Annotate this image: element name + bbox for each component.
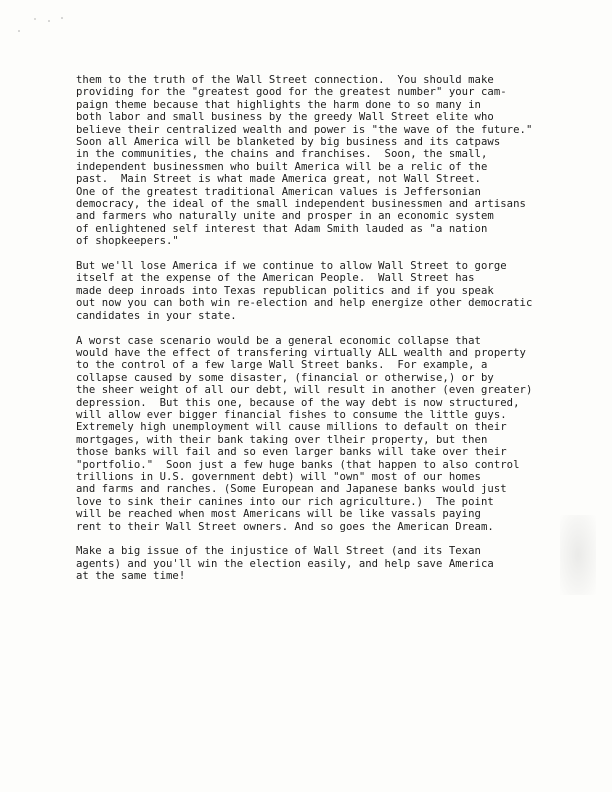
text-line: independent businessmen who built America will be a relic of the: [76, 160, 488, 173]
text-line: mortgages, with their bank taking over tlheir property, but then: [76, 433, 488, 446]
text-line: Extremely high unemployment will cause millions to default on their: [76, 421, 507, 434]
text-line: at the same time!: [76, 570, 186, 583]
scan-speck: [18, 30, 20, 32]
scan-speck: [61, 17, 63, 19]
text-line: "portfolio." Soon just a few huge banks (that happen to also control: [76, 458, 520, 471]
scan-smudge: [560, 515, 596, 595]
text-line: Make a big issue of the injustice of Wall Street (and its Texan: [76, 545, 481, 558]
paragraph-3: [76, 335, 562, 534]
text-line: agents) and you'll win the election easily, and help save America: [76, 557, 494, 570]
text-line: in the communities, the chains and franchises. Soon, the small,: [76, 148, 488, 161]
text-line: candidates in your state.: [76, 309, 237, 322]
text-line: those banks will fail and so even larger banks will take over their: [76, 446, 507, 459]
text-line: past. Main Street is what made America great, not Wall Street.: [76, 173, 481, 186]
text-line: would have the effect of transfering virtually ALL wealth and property: [76, 346, 526, 359]
text-line: A worst case scenario would be a general economic collapse that: [76, 334, 481, 347]
text-line: trillions in U.S. government debt) will "own" most of our homes: [76, 470, 481, 483]
text-line: Soon all America will be blanketed by big business and its catpaws: [76, 136, 501, 149]
paragraph-1: [76, 74, 562, 248]
text-line: One of the greatest traditional American values is Jeffersonian: [76, 185, 481, 198]
text-line: providing for the "greatest good for the greatest number" your cam-: [76, 86, 507, 99]
text-line: of shopkeepers.": [76, 235, 179, 248]
paragraph-4: [76, 545, 562, 582]
text-line: and farmers who naturally unite and prosper in an economic system: [76, 210, 494, 223]
scan-speck: [34, 18, 36, 20]
text-line: will allow ever bigger financial fishes to consume the little guys.: [76, 408, 507, 421]
text-line: out now you can both win re-election and help energize other democratic: [76, 297, 533, 310]
letter-body: [76, 74, 562, 595]
paragraph-2: [76, 260, 562, 322]
text-line: and farms and ranches. (Some European and Japanese banks would just: [76, 483, 507, 496]
text-line: rent to their Wall Street owners. And so goes the American Dream.: [76, 520, 494, 533]
scan-speck: [48, 20, 50, 22]
text-line: depression. But this one, because of the way debt is now structured,: [76, 396, 520, 409]
text-line: believe their centralized wealth and power is "the wave of the future.": [76, 123, 533, 136]
text-line: of enlightened self interest that Adam Smith lauded as "a nation: [76, 222, 488, 235]
text-line: love to sink their canines into our rich agriculture.) The point: [76, 495, 494, 508]
text-line: But we'll lose America if we continue to allow Wall Street to gorge: [76, 260, 507, 273]
text-line: democracy, the ideal of the small independent businessmen and artisans: [76, 198, 526, 211]
text-line: the sheer weight of all our debt, will result in another (even greater): [76, 384, 533, 397]
text-line: paign theme because that highlights the harm done to so many in: [76, 98, 481, 111]
text-line: both labor and small business by the greedy Wall Street elite who: [76, 111, 494, 124]
text-line: them to the truth of the Wall Street connection. You should make: [76, 74, 494, 86]
text-line: collapse caused by some disaster, (financial or otherwise,) or by: [76, 371, 494, 384]
text-line: to the control of a few large Wall Street banks. For example, a: [76, 359, 488, 372]
text-line: itself at the expense of the American People. Wall Street has: [76, 272, 475, 285]
text-line: made deep inroads into Texas republican politics and if you speak: [76, 284, 494, 297]
text-line: will be reached when most Americans will be like vassals paying: [76, 508, 481, 521]
